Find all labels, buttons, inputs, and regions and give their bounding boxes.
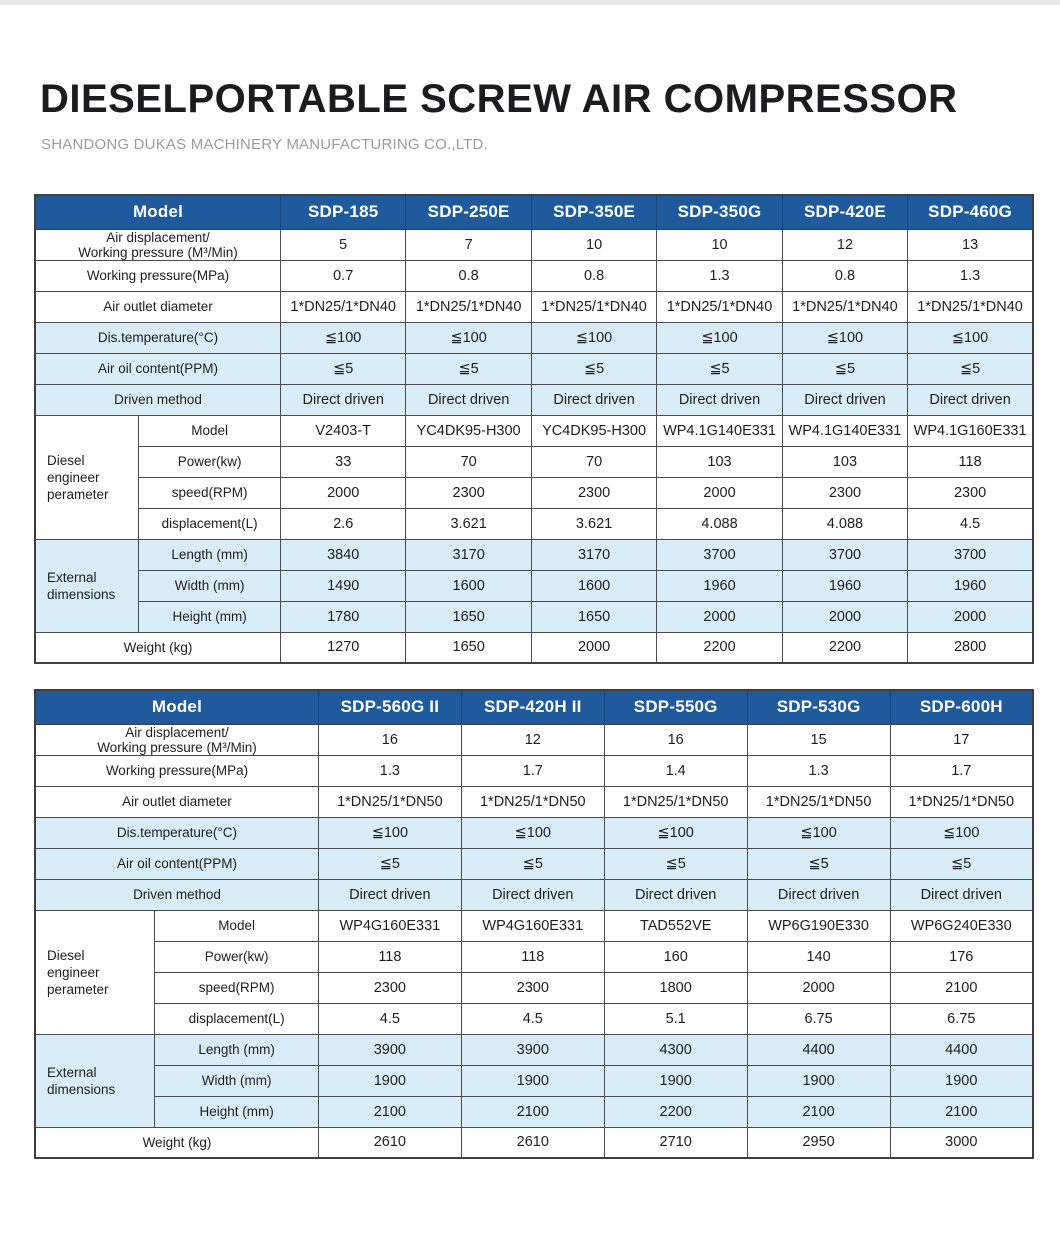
group-label-line: dimensions [47, 1081, 116, 1097]
spec-value: Direct driven [890, 879, 1033, 910]
spec-value: 2300 [782, 477, 907, 508]
spec-value: 1270 [280, 632, 405, 663]
spec-value: 0.7 [280, 260, 405, 291]
table-row [35, 879, 1033, 910]
spec-value: 1600 [406, 570, 531, 601]
spec-value: 2100 [747, 1096, 890, 1127]
spec-value: 2300 [531, 477, 656, 508]
group-label-line: engineer [47, 469, 100, 485]
group-label-cell [35, 1034, 155, 1127]
table-row [35, 1127, 1033, 1158]
spec-value: 2100 [461, 1096, 604, 1127]
spec-value: 2100 [318, 1096, 461, 1127]
spec-value: ≦100 [908, 322, 1033, 353]
spec-value: 1.3 [657, 260, 782, 291]
spec-value: ≦5 [747, 848, 890, 879]
spec-value: 2000 [280, 477, 405, 508]
spec-value: 1*DN25/1*DN50 [461, 786, 604, 817]
spec-value: Direct driven [908, 384, 1033, 415]
group-label-cell [35, 539, 139, 632]
sub-row-label: Height (mm) [139, 601, 281, 632]
spec-value: Direct driven [461, 879, 604, 910]
table-row [35, 1003, 1033, 1034]
spec-value: WP4G160E331 [461, 910, 604, 941]
spec-value: 4.5 [461, 1003, 604, 1034]
model-column-header: SDP-460G [908, 195, 1033, 229]
row-label-line: Weight (kg) [123, 639, 193, 655]
spec-value: 1*DN25/1*DN40 [406, 291, 531, 322]
spec-value: 70 [531, 446, 656, 477]
group-label-line: perameter [47, 486, 109, 502]
spec-value: ≦5 [604, 848, 747, 879]
spec-value: 2200 [657, 632, 782, 663]
spec-value: 2950 [747, 1127, 890, 1158]
sub-row-label: Height (mm) [155, 1096, 319, 1127]
row-label-line: Air displacement/ [125, 724, 229, 740]
spec-value: 1960 [908, 570, 1033, 601]
spec-value: 3700 [908, 539, 1033, 570]
table-row [35, 910, 1033, 941]
spec-value: 2300 [908, 477, 1033, 508]
spec-value: 16 [318, 724, 461, 755]
spec-value: 10 [531, 229, 656, 260]
row-label [35, 1127, 318, 1158]
spec-value: 176 [890, 941, 1033, 972]
sub-row-label: Width (mm) [139, 570, 281, 601]
spec-value: 0.8 [406, 260, 531, 291]
spec-value: ≦5 [531, 353, 656, 384]
spec-value: 1.7 [890, 755, 1033, 786]
table-row [35, 786, 1033, 817]
spec-value: Direct driven [604, 879, 747, 910]
table-header-row [35, 195, 1033, 229]
row-label [35, 384, 280, 415]
spec-value: 1900 [890, 1065, 1033, 1096]
table-row [35, 724, 1033, 755]
model-column-header: SDP-550G [604, 690, 747, 724]
sub-row-label: Width (mm) [155, 1065, 319, 1096]
spec-value: 2300 [461, 972, 604, 1003]
table-row [35, 353, 1033, 384]
spec-value: 33 [280, 446, 405, 477]
spec-value: Direct driven [747, 879, 890, 910]
spec-value: 4.088 [782, 508, 907, 539]
row-label-line: Air oil content(PPM) [97, 361, 219, 376]
spec-value: ≦100 [318, 817, 461, 848]
row-label [35, 322, 280, 353]
spec-value: 1.3 [318, 755, 461, 786]
table-row [35, 539, 1033, 570]
spec-value: 15 [747, 724, 890, 755]
spec-value: 1900 [461, 1065, 604, 1096]
spec-value: 2710 [604, 1127, 747, 1158]
spec-value: 1*DN25/1*DN50 [318, 786, 461, 817]
sub-row-label: displacement(L) [139, 508, 281, 539]
row-label [35, 353, 280, 384]
spec-value: WP4.1G140E331 [657, 415, 782, 446]
row-label [35, 229, 280, 260]
spec-value: 2000 [782, 601, 907, 632]
group-label-cell [35, 910, 155, 1034]
spec-value: Direct driven [782, 384, 907, 415]
row-label-line: Driven method [133, 887, 221, 902]
model-column-header: SDP-420E [782, 195, 907, 229]
spec-value: ≦5 [280, 353, 405, 384]
spec-value: 1600 [531, 570, 656, 601]
spec-value: 1900 [747, 1065, 890, 1096]
spec-value: 1900 [604, 1065, 747, 1096]
page-title: DIESELPORTABLE SCREW AIR COMPRESSOR [40, 77, 958, 121]
sub-row-label: Model [139, 415, 281, 446]
spec-value: 3.621 [531, 508, 656, 539]
model-column-header: SDP-600H [890, 690, 1033, 724]
spec-value: 1*DN25/1*DN40 [280, 291, 405, 322]
spec-value: YC4DK95-H300 [531, 415, 656, 446]
spec-value: 1.4 [604, 755, 747, 786]
spec-value: 2200 [782, 632, 907, 663]
spec-value: ≦100 [782, 322, 907, 353]
spec-value: WP4G160E331 [318, 910, 461, 941]
spec-value: 1*DN25/1*DN40 [908, 291, 1033, 322]
spec-value: Direct driven [406, 384, 531, 415]
spec-value: 1900 [318, 1065, 461, 1096]
spec-value: 1780 [280, 601, 405, 632]
spec-value: 1800 [604, 972, 747, 1003]
spec-value: 1650 [406, 632, 531, 663]
model-column-header: SDP-250E [406, 195, 531, 229]
spec-value: Direct driven [657, 384, 782, 415]
table-row [35, 755, 1033, 786]
spec-value: WP6G240E330 [890, 910, 1033, 941]
row-label [35, 786, 318, 817]
row-label-line: Air outlet diameter [122, 794, 232, 809]
model-column-header: SDP-530G [747, 690, 890, 724]
model-column-header: SDP-185 [280, 195, 405, 229]
spec-value: ≦5 [890, 848, 1033, 879]
spec-value: WP6G190E330 [747, 910, 890, 941]
group-label-line: Diesel [47, 947, 85, 963]
spec-value: 5.1 [604, 1003, 747, 1034]
spec-value: 2610 [318, 1127, 461, 1158]
table-row [35, 570, 1033, 601]
spec-value: 1*DN25/1*DN40 [531, 291, 656, 322]
table-row [35, 1034, 1033, 1065]
spec-value: 1490 [280, 570, 405, 601]
spec-value: 3900 [318, 1034, 461, 1065]
spec-value: 5 [280, 229, 405, 260]
model-column-header: SDP-560G II [318, 690, 461, 724]
row-label-line: Working pressure(MPa) [86, 268, 230, 283]
row-label [35, 260, 280, 291]
spec-value: 1.3 [908, 260, 1033, 291]
spec-value: ≦100 [280, 322, 405, 353]
table-row [35, 446, 1033, 477]
spec-value: 4.088 [657, 508, 782, 539]
row-label [35, 632, 280, 663]
table-row [35, 632, 1033, 663]
spec-value: 3700 [657, 539, 782, 570]
row-label [35, 848, 318, 879]
spec-value: 70 [406, 446, 531, 477]
spec-value: 118 [461, 941, 604, 972]
spec-value: 1*DN25/1*DN50 [890, 786, 1033, 817]
spec-value: 4.5 [318, 1003, 461, 1034]
spec-value: 12 [782, 229, 907, 260]
row-label [35, 817, 318, 848]
spec-value: 1.7 [461, 755, 604, 786]
table-row [35, 848, 1033, 879]
spec-value: 3700 [782, 539, 907, 570]
model-header-label: Model [35, 690, 318, 724]
spec-value: 12 [461, 724, 604, 755]
spec-value: 7 [406, 229, 531, 260]
spec-value: 118 [318, 941, 461, 972]
group-label-cell [35, 415, 139, 539]
spec-value: ≦5 [782, 353, 907, 384]
row-label-line: Driven method [114, 392, 202, 407]
spec-value: 2300 [406, 477, 531, 508]
spec-value: 1.3 [747, 755, 890, 786]
spec-value: 2000 [908, 601, 1033, 632]
table-row [35, 1096, 1033, 1127]
spec-value: 0.8 [531, 260, 656, 291]
group-label-line: dimensions [47, 586, 116, 602]
group-label-line: External [47, 569, 97, 585]
spec-value: ≦100 [657, 322, 782, 353]
row-label-line: Air outlet diameter [103, 299, 213, 314]
spec-value: 3170 [531, 539, 656, 570]
spec-value: ≦100 [890, 817, 1033, 848]
table-row [35, 972, 1033, 1003]
spec-value: 2200 [604, 1096, 747, 1127]
spec-value: TAD552VE [604, 910, 747, 941]
table-row [35, 291, 1033, 322]
table-row [35, 322, 1033, 353]
company-name: SHANDONG DUKAS MACHINERY MANUFACTURING CO.,LTD. [41, 136, 488, 153]
spec-value: 4400 [747, 1034, 890, 1065]
sub-row-label: Length (mm) [155, 1034, 319, 1065]
table-row [35, 260, 1033, 291]
spec-value: WP4.1G160E331 [908, 415, 1033, 446]
model-header-label: Model [35, 195, 280, 229]
spec-value: 2000 [531, 632, 656, 663]
spec-value: 4300 [604, 1034, 747, 1065]
spec-value: Direct driven [531, 384, 656, 415]
spec-value: 118 [908, 446, 1033, 477]
table-row [35, 508, 1033, 539]
group-label-line: Diesel [47, 452, 85, 468]
sub-row-label: displacement(L) [155, 1003, 319, 1034]
table-row [35, 601, 1033, 632]
spec-value: 2800 [908, 632, 1033, 663]
sub-row-label: speed(RPM) [139, 477, 281, 508]
spec-value: 1650 [406, 601, 531, 632]
row-label-line: Working pressure(MPa) [105, 763, 249, 778]
spec-value: ≦100 [531, 322, 656, 353]
table-row [35, 384, 1033, 415]
spec-value: 1960 [782, 570, 907, 601]
row-label [35, 291, 280, 322]
spec-value: 6.75 [747, 1003, 890, 1034]
spec-value: Direct driven [318, 879, 461, 910]
sub-row-label: Power(kw) [139, 446, 281, 477]
spec-value: 3900 [461, 1034, 604, 1065]
spec-value: YC4DK95-H300 [406, 415, 531, 446]
spec-table-2 [34, 689, 1034, 1159]
spec-value: ≦5 [406, 353, 531, 384]
row-label [35, 755, 318, 786]
top-strip [0, 0, 1060, 5]
group-label-line: perameter [47, 981, 109, 997]
spec-value: 10 [657, 229, 782, 260]
group-label-line: External [47, 1064, 97, 1080]
row-label-line: Working pressure (M³/Min) [97, 739, 257, 755]
spec-value: 1650 [531, 601, 656, 632]
row-label-line: Weight (kg) [142, 1134, 212, 1150]
row-label-line: Dis.temperature(°C) [97, 330, 219, 345]
model-column-header: SDP-420H II [461, 690, 604, 724]
sub-row-label: Power(kw) [155, 941, 319, 972]
spec-value: V2403-T [280, 415, 405, 446]
spec-value: WP4.1G140E331 [782, 415, 907, 446]
table-row [35, 415, 1033, 446]
group-label-line: engineer [47, 964, 100, 980]
table-row [35, 229, 1033, 260]
spec-value: 3170 [406, 539, 531, 570]
row-label-line: Air displacement/ [106, 229, 210, 245]
sub-row-label: Model [155, 910, 319, 941]
spec-value: 2100 [890, 1096, 1033, 1127]
table-header-row [35, 690, 1033, 724]
sub-row-label: speed(RPM) [155, 972, 319, 1003]
model-column-header: SDP-350E [531, 195, 656, 229]
spec-value: 1*DN25/1*DN50 [604, 786, 747, 817]
spec-value: ≦100 [747, 817, 890, 848]
spec-value: ≦5 [461, 848, 604, 879]
spec-value: 13 [908, 229, 1033, 260]
row-label [35, 879, 318, 910]
spec-value: 17 [890, 724, 1033, 755]
spec-value: 2.6 [280, 508, 405, 539]
table-row [35, 941, 1033, 972]
spec-value: ≦100 [461, 817, 604, 848]
spec-value: 16 [604, 724, 747, 755]
spec-value: 2300 [318, 972, 461, 1003]
row-label-line: Dis.temperature(°C) [116, 825, 238, 840]
spec-value: ≦100 [604, 817, 747, 848]
spec-value: 4400 [890, 1034, 1033, 1065]
table-row [35, 1065, 1033, 1096]
spec-value: ≦5 [657, 353, 782, 384]
table-row [35, 817, 1033, 848]
spec-value: 2610 [461, 1127, 604, 1158]
spec-value: 160 [604, 941, 747, 972]
spec-value: 3000 [890, 1127, 1033, 1158]
spec-value: 0.8 [782, 260, 907, 291]
row-label-line: Air oil content(PPM) [116, 856, 237, 871]
row-label-line: Working pressure (M³/Min) [78, 244, 238, 260]
spec-value: 2000 [657, 477, 782, 508]
spec-value: 2000 [747, 972, 890, 1003]
spec-value: 1*DN25/1*DN50 [747, 786, 890, 817]
spec-value: 1*DN25/1*DN40 [657, 291, 782, 322]
spec-value: 103 [782, 446, 907, 477]
spec-value: 2100 [890, 972, 1033, 1003]
spec-value: 1960 [657, 570, 782, 601]
row-label [35, 724, 318, 755]
table-row [35, 477, 1033, 508]
spec-value: 2000 [657, 601, 782, 632]
spec-value: Direct driven [280, 384, 405, 415]
spec-value: 1*DN25/1*DN40 [782, 291, 907, 322]
spec-value: 3840 [280, 539, 405, 570]
spec-value: 4.5 [908, 508, 1033, 539]
spec-value: ≦5 [908, 353, 1033, 384]
spec-value: 140 [747, 941, 890, 972]
spec-value: ≦100 [406, 322, 531, 353]
spec-value: 103 [657, 446, 782, 477]
spec-table-1 [34, 194, 1034, 664]
sub-row-label: Length (mm) [139, 539, 281, 570]
model-column-header: SDP-350G [657, 195, 782, 229]
spec-value: 6.75 [890, 1003, 1033, 1034]
spec-value: ≦5 [318, 848, 461, 879]
spec-value: 3.621 [406, 508, 531, 539]
